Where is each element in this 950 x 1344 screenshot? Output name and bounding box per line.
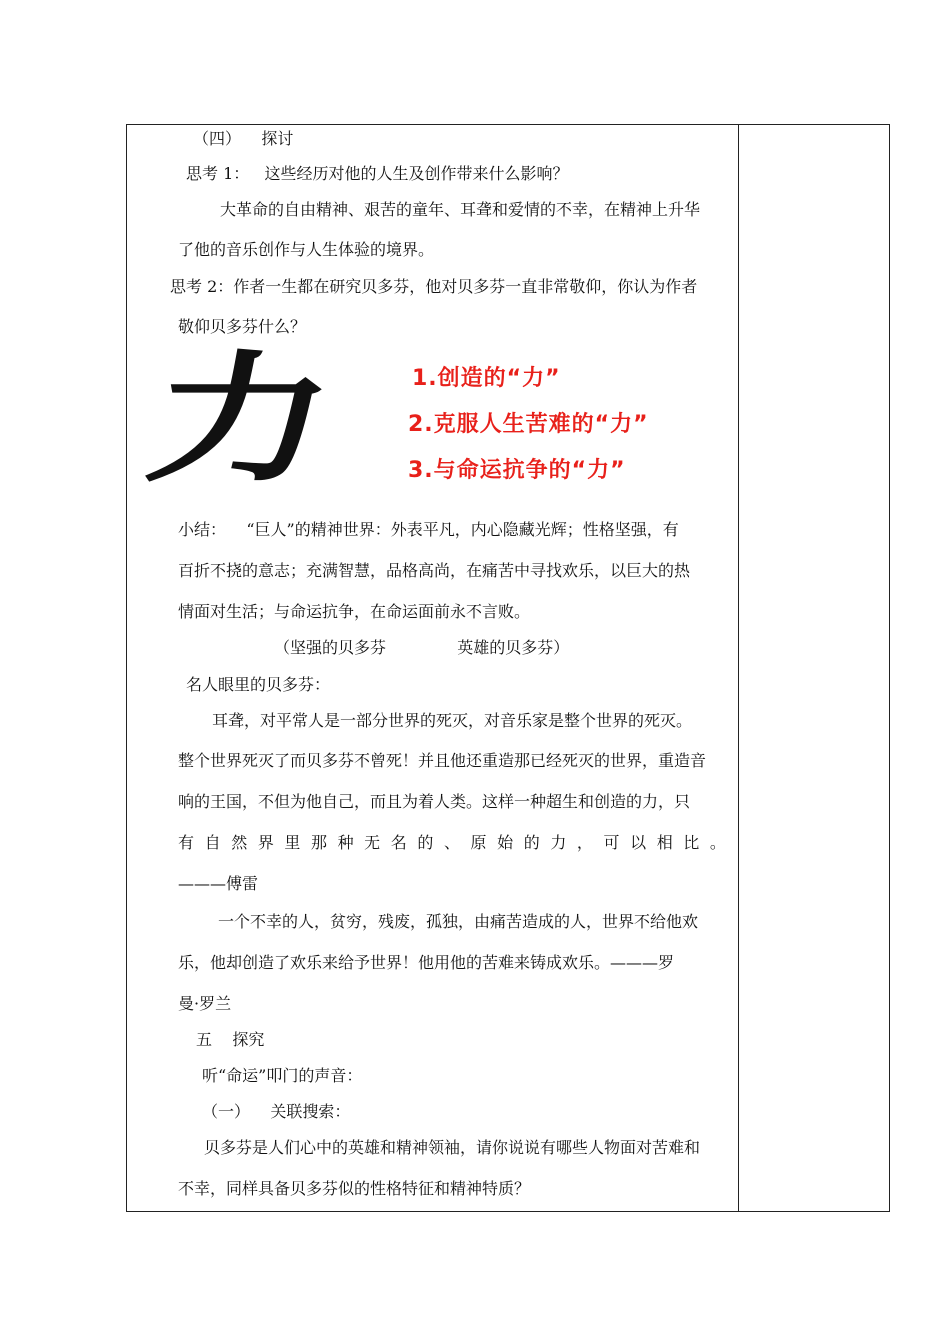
slide-image — [135, 339, 738, 502]
part-one-heading: （一） 关联搜索： — [202, 1102, 351, 1121]
answer-1-line-1: 大革命的自由精神、艰苦的童年、耳聋和爱情的不幸，在精神上升华 — [220, 200, 701, 219]
fu-lei-quote-char: 以 — [630, 833, 647, 852]
part-one-paragraph-line-1: 贝多芬是人们心中的英雄和精神领袖，请你说说有哪些人物面对苦难和 — [204, 1138, 701, 1157]
question-1: 思考 1： 这些经历对他的人生及创作带来什么影响？ — [186, 164, 569, 183]
fu-lei-quote-char: 那 — [310, 833, 327, 852]
fu-lei-quote-line-1: 耳聋，对平常人是一部分世界的死灭，对音乐家是整个世界的死灭。 — [212, 711, 693, 730]
fu-lei-attribution: ———傅雷 — [178, 874, 259, 893]
summary-line-1: 小结： “巨人”的精神世界：外表平凡，内心隐藏光辉；性格坚强，有 — [178, 520, 679, 539]
fu-lei-quote-char: 无 — [364, 833, 381, 852]
slide-point-3: 3.与命运抗争的“力” — [408, 458, 626, 483]
section-five-subheading: 听“命运”叩门的声音： — [202, 1066, 363, 1085]
fu-lei-quote-char: 里 — [284, 833, 301, 852]
summary-line-2: 百折不挠的意志；充满智慧，品格高尚，在痛苦中寻找欢乐，以巨大的热 — [178, 561, 691, 580]
slide-point-1: 1.创造的“力” — [412, 366, 561, 391]
fu-lei-quote-char: 相 — [656, 833, 673, 852]
fu-lei-quote-char: 始 — [497, 833, 514, 852]
fu-lei-quote-char: 原 — [470, 833, 487, 852]
fu-lei-quote-char: 有 — [178, 833, 195, 852]
fu-lei-quote-line-2: 整个世界死灭了而贝多芬不曾死！并且他还重造那已经死灭的世界，重造音 — [178, 751, 707, 770]
fu-lei-quote-char: 名 — [390, 833, 407, 852]
slide-point-2: 2.克服人生苦难的“力” — [408, 412, 649, 437]
summary-tags: （坚强的贝多芬 英雄的贝多芬） — [274, 638, 570, 657]
question-2-line-2: 敬仰贝多芬什么？ — [178, 317, 307, 336]
fu-lei-quote-char: 然 — [231, 833, 248, 852]
summary-line-3: 情面对生活；与命运抗争，在命运面前永不言败。 — [178, 602, 531, 621]
fu-lei-quote-char: 。 — [709, 833, 726, 852]
fu-lei-quote-char: ， — [576, 833, 593, 852]
fu-lei-quote-char: 可 — [603, 833, 620, 852]
rolland-quote-line-2: 乐，他却创造了欢乐来给予世界！他用他的苦难来铸成欢乐。———罗 — [178, 953, 675, 972]
section-four-heading: （四） 探讨 — [193, 129, 294, 148]
famous-heading: 名人眼里的贝多芬： — [186, 675, 331, 694]
fu-lei-quote-char: 的 — [417, 833, 434, 852]
fu-lei-quote-line-3: 响的王国，不但为他自己，而且为着人类。这样一种超生和创造的力，只 — [178, 792, 691, 811]
question-2-line-1: 思考 2：作者一生都在研究贝多芬，他对贝多芬一直非常敬仰，你认为作者 — [170, 277, 698, 296]
fu-lei-quote-line-4 — [178, 832, 726, 854]
fu-lei-quote-char: 、 — [443, 833, 460, 852]
answer-1-line-2: 了他的音乐创作与人生体验的境界。 — [178, 240, 435, 259]
part-one-paragraph-line-2: 不幸，同样具备贝多芬似的性格特征和精神特质？ — [178, 1179, 531, 1198]
fu-lei-quote-char: 力 — [550, 833, 567, 852]
fu-lei-quote-char: 界 — [257, 833, 274, 852]
fu-lei-quote-char: 自 — [204, 833, 221, 852]
fu-lei-quote-char: 的 — [523, 833, 540, 852]
rolland-quote-line-1: 一个不幸的人，贫穷，残废，孤独，由痛苦造成的人，世界不给他欢 — [218, 912, 699, 931]
fu-lei-quote-char: 种 — [337, 833, 354, 852]
fu-lei-quote-char: 比 — [683, 833, 700, 852]
column-divider — [738, 124, 739, 1212]
big-li-character: 力 — [135, 339, 345, 502]
rolland-quote-line-3: 曼·罗兰 — [178, 994, 232, 1013]
section-five-heading: 五 探究 — [196, 1030, 265, 1049]
